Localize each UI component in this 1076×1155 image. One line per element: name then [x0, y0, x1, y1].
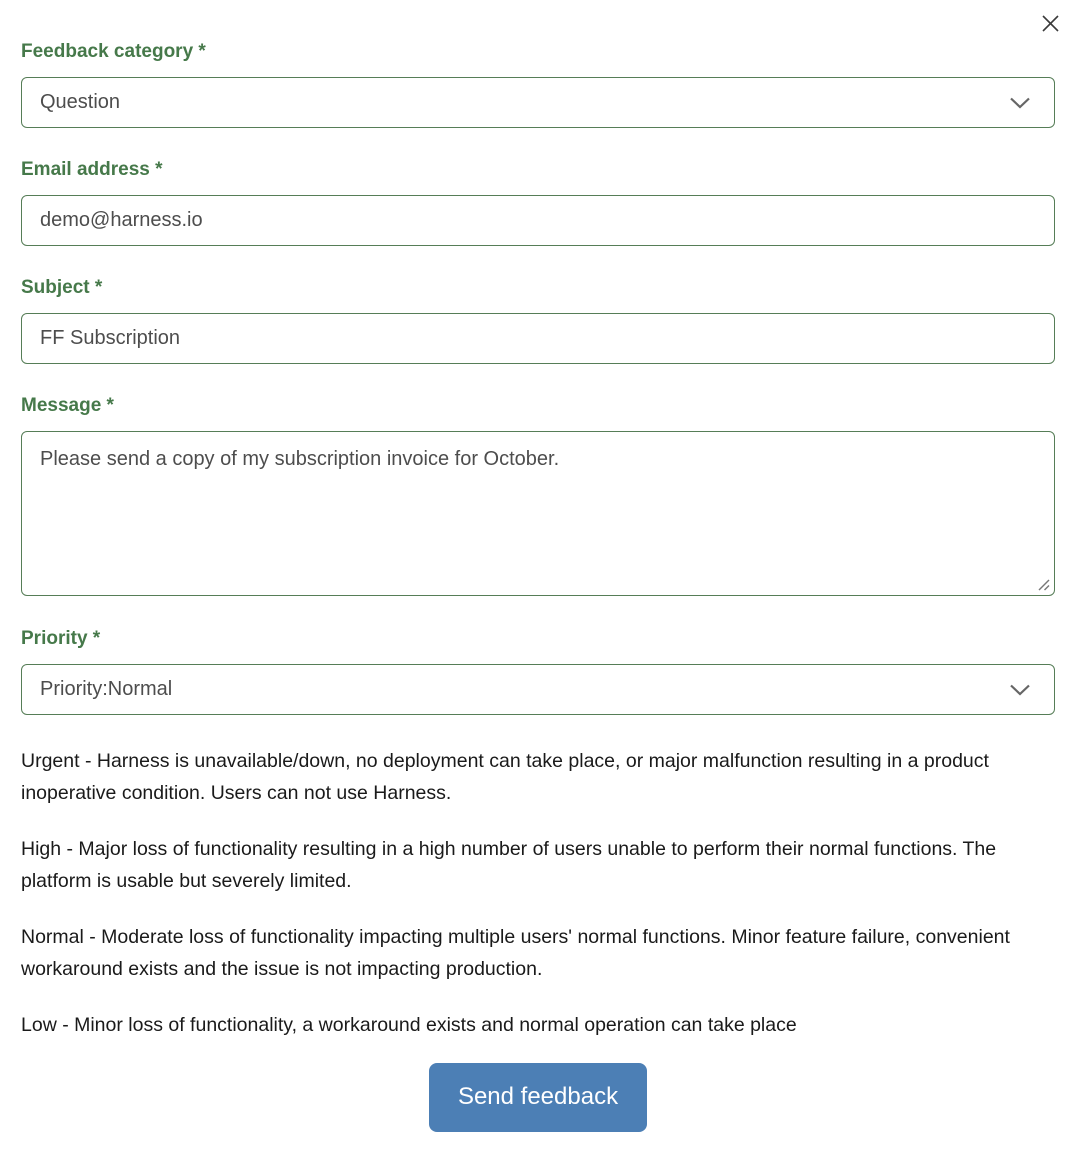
close-button[interactable]	[1039, 12, 1061, 34]
message-label: Message *	[21, 395, 114, 416]
resize-handle-icon[interactable]	[1037, 578, 1050, 591]
email-input[interactable]	[21, 195, 1055, 246]
chevron-down-icon	[1009, 97, 1031, 109]
send-feedback-button[interactable]: Send feedback	[429, 1063, 647, 1132]
category-label: Feedback category *	[21, 41, 206, 62]
priority-select[interactable]	[21, 664, 1055, 715]
priority-select-value: Priority:Normal	[40, 678, 173, 700]
chevron-down-icon	[1009, 684, 1031, 696]
priority-description-urgent: Urgent - Harness is unavailable/down, no deployment can take place, or major malfunction resulting in a product inoperative condition. Users can not use Harness.	[21, 750, 989, 804]
priority-description-high: High - Major loss of functionality resulting in a high number of users unable to perform their normal functions. The platform is usable but severely limited.	[21, 838, 997, 892]
email-label: Email address *	[21, 159, 163, 180]
message-textarea-wrap	[21, 431, 1055, 596]
priority-label: Priority *	[21, 628, 101, 649]
category-select[interactable]	[21, 77, 1055, 128]
subject-label: Subject *	[21, 277, 103, 298]
subject-input[interactable]	[21, 313, 1055, 364]
priority-description-low: Low - Minor loss of functionality, a workaround exists and normal operation can take place	[21, 1014, 797, 1036]
message-textarea[interactable]	[21, 431, 1055, 596]
close-icon	[1042, 15, 1059, 32]
category-select-value: Question	[40, 91, 121, 113]
priority-description-normal: Normal - Moderate loss of functionality impacting multiple users' normal functions. Minor feature failure, convenient workaround exists and the issue is not impacting production.	[21, 926, 1010, 980]
